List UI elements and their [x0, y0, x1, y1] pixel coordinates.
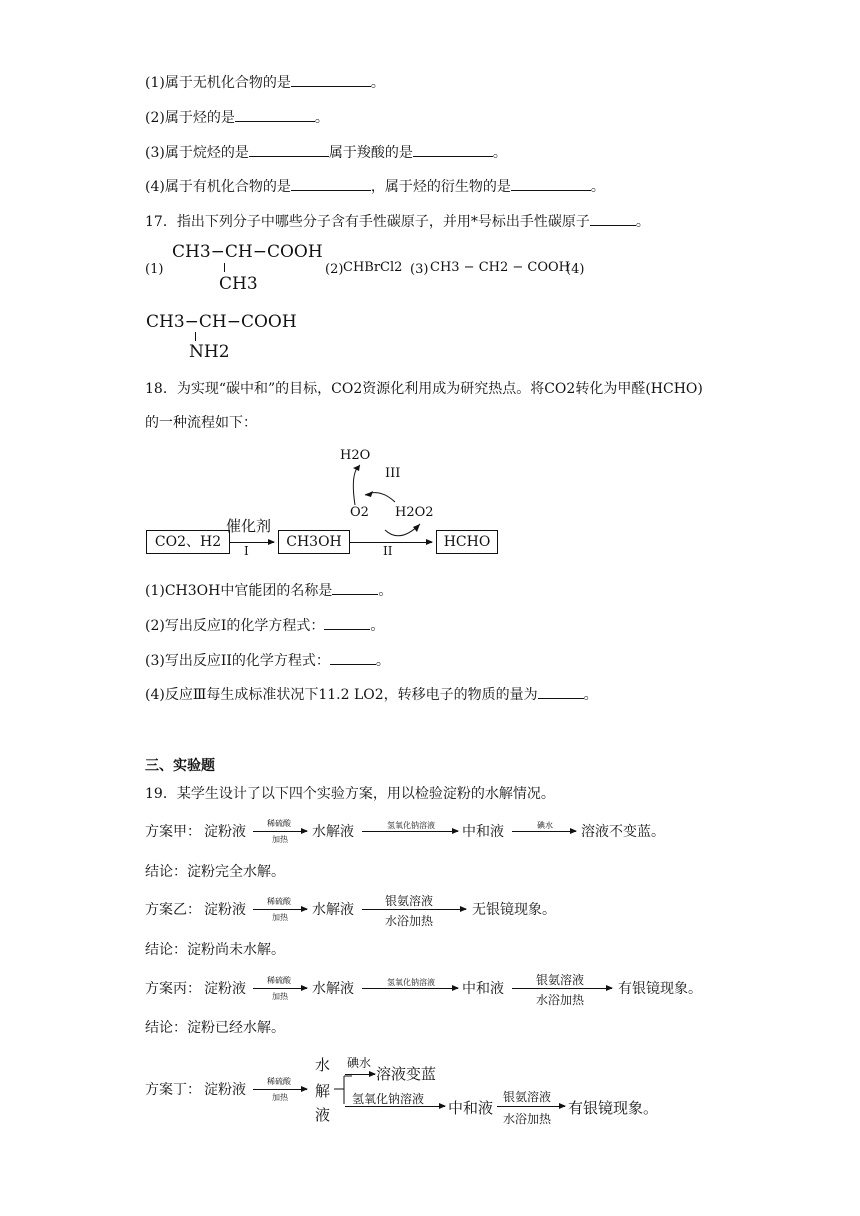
answer-blank[interactable]: [511, 176, 591, 191]
vertical-char: 解: [315, 1082, 331, 1100]
arrow: [497, 1106, 565, 1107]
catalyst-label: 催化剂: [226, 517, 272, 535]
flow-box-ch3oh: CH3OH: [278, 530, 350, 554]
plan-c-result: 有银镜现象。: [618, 981, 702, 997]
cycle-arrows: [330, 460, 450, 540]
reagent-iodine: 碘水: [537, 821, 553, 830]
o2-label: O2: [350, 505, 369, 520]
answer-blank[interactable]: [538, 684, 584, 699]
q18-sub3: (3)写出反应II的化学方程式： 。: [145, 650, 390, 671]
neutral-liquid: 中和液: [448, 1099, 494, 1117]
neutral-liquid: 中和液: [462, 824, 504, 840]
vertical-char: 水: [315, 1056, 331, 1074]
molecule-1-label: (1): [145, 262, 164, 277]
hydrolysate: 水解液: [312, 902, 354, 918]
molecule-2: CHBrCl2: [343, 260, 403, 275]
starch-liquid: 淀粉液: [204, 1082, 246, 1098]
condition-heat: 加热: [272, 835, 288, 844]
q16-part1: (1)属于无机化合物的是 。: [145, 72, 385, 93]
plan-b-prefix: 方案乙：: [145, 902, 201, 918]
answer-blank[interactable]: [413, 142, 493, 157]
plan-d-result: 有银镜现象。: [568, 1099, 659, 1117]
q19-intro: 19．某学生设计了以下四个实验方案，用以检验淀粉的水解情况。: [145, 786, 555, 802]
molecule-4-label: (4): [566, 262, 585, 277]
molecule-2-label: (2): [325, 262, 344, 277]
starch-liquid: 淀粉液: [204, 902, 246, 918]
h2o-label: H2O: [340, 448, 371, 463]
arrow: [253, 831, 307, 832]
answer-blank[interactable]: [235, 107, 315, 122]
h2o2-label: H2O2: [395, 505, 434, 520]
arrow: [512, 988, 612, 989]
arrow-step1: [230, 542, 274, 543]
section-heading: 三、实验题: [145, 758, 215, 774]
molecule-1-branch: CH3: [219, 274, 258, 294]
arrow: [345, 1106, 445, 1107]
arrow: [253, 909, 307, 910]
answer-blank[interactable]: [332, 580, 378, 595]
answer-blank[interactable]: [324, 615, 370, 630]
reagent-dilute-acid: 稀硫酸: [267, 819, 291, 828]
bond-line: [224, 263, 225, 272]
step1-label: I: [244, 544, 249, 558]
q17-question: 17．指出下列分子中哪些分子含有手性碳原子，并用*号标出手性碳原子 。: [145, 211, 650, 232]
answer-blank[interactable]: [330, 650, 376, 665]
arrow: [253, 988, 307, 989]
conclusion-a: 结论：淀粉完全水解。: [145, 864, 285, 880]
arrow: [253, 1089, 307, 1090]
plan-d-prefix: 方案丁：: [145, 1082, 201, 1098]
molecule-4-branch: NH2: [189, 342, 230, 362]
q18-sub2: (2)写出反应I的化学方程式： 。: [145, 615, 384, 636]
plan-c-prefix: 方案丙：: [145, 981, 201, 997]
starch-liquid: 淀粉液: [204, 824, 246, 840]
reagent-silver-ammonia: 银氨溶液: [536, 973, 585, 987]
plan-d-blue: 溶液变蓝: [376, 1065, 437, 1083]
answer-blank[interactable]: [249, 142, 329, 157]
neutral-liquid: 中和液: [462, 981, 504, 997]
step3-label: III: [385, 466, 401, 481]
q16-part4: (4)属于有机化合物的是 ，属于烃的衍生物的是 。: [145, 176, 605, 197]
conclusion-b: 结论：淀粉尚未水解。: [145, 942, 285, 958]
molecule-3-label: (3): [410, 262, 429, 277]
hydrolysate: 水解液: [312, 824, 354, 840]
reagent-naoh: 氢氧化钠溶液: [387, 978, 435, 987]
arrow-step2: [350, 542, 432, 543]
plan-a-result: 溶液不变蓝。: [581, 824, 665, 840]
step2-label: II: [383, 544, 393, 558]
reagent-dilute-acid: 稀硫酸: [267, 976, 291, 985]
condition-water-bath: 水浴加热: [536, 993, 585, 1007]
molecule-3: CH3 − CH2 − COOH: [430, 260, 571, 275]
arrow: [362, 988, 458, 989]
q16-part2: (2)属于烃的是 。: [145, 107, 329, 128]
flow-box-hcho: HCHO: [436, 530, 498, 554]
answer-blank[interactable]: [291, 72, 371, 87]
reagent-silver-ammonia: 银氨溶液: [385, 894, 434, 908]
reagent-silver-ammonia: 银氨溶液: [503, 1090, 552, 1104]
q18-sub1: (1)CH3OH中官能团的名称是 。: [145, 580, 392, 601]
condition-water-bath: 水浴加热: [503, 1112, 552, 1126]
q18-line2: 的一种流程如下：: [145, 415, 257, 431]
reagent-dilute-acid: 稀硫酸: [267, 1077, 291, 1086]
bond-line: [195, 332, 196, 341]
q16-part3: (3)属于烷烃的是 属于羧酸的是 。: [145, 142, 507, 163]
hydrolysate: 水解液: [312, 981, 354, 997]
q18-sub4: (4)反应Ⅲ每生成标准状况下11.2 LO2，转移电子的物质的量为 。: [145, 684, 598, 705]
arrow: [362, 831, 458, 832]
condition-heat: 加热: [272, 992, 288, 1001]
reagent-naoh: 氢氧化钠溶液: [352, 1092, 425, 1106]
answer-blank[interactable]: [291, 176, 371, 191]
condition-heat: 加热: [272, 913, 288, 922]
reagent-dilute-acid: 稀硫酸: [267, 897, 291, 906]
molecule-1-main: CH3−CH−COOH: [172, 242, 323, 262]
arrow: [512, 831, 576, 832]
arrow: [362, 909, 466, 910]
starch-liquid: 淀粉液: [204, 981, 246, 997]
reagent-naoh: 氢氧化钠溶液: [387, 821, 435, 830]
arrow: [345, 1074, 375, 1075]
condition-heat: 加热: [272, 1093, 288, 1102]
answer-blank[interactable]: [590, 211, 636, 226]
plan-b-result: 无银镜现象。: [472, 902, 556, 918]
molecule-4-main: CH3−CH−COOH: [146, 312, 297, 332]
plan-a-prefix: 方案甲：: [145, 824, 201, 840]
vertical-char: 液: [315, 1106, 331, 1124]
conclusion-c: 结论：淀粉已经水解。: [145, 1020, 285, 1036]
reagent-iodine: 碘水: [347, 1056, 372, 1070]
flow-box-co2-h2: CO2、H2: [146, 530, 230, 554]
condition-water-bath: 水浴加热: [385, 914, 434, 928]
q18-line1: 18．为实现“碳中和”的目标，CO2资源化利用成为研究热点。将CO2转化为甲醛(HCHO): [145, 381, 703, 397]
